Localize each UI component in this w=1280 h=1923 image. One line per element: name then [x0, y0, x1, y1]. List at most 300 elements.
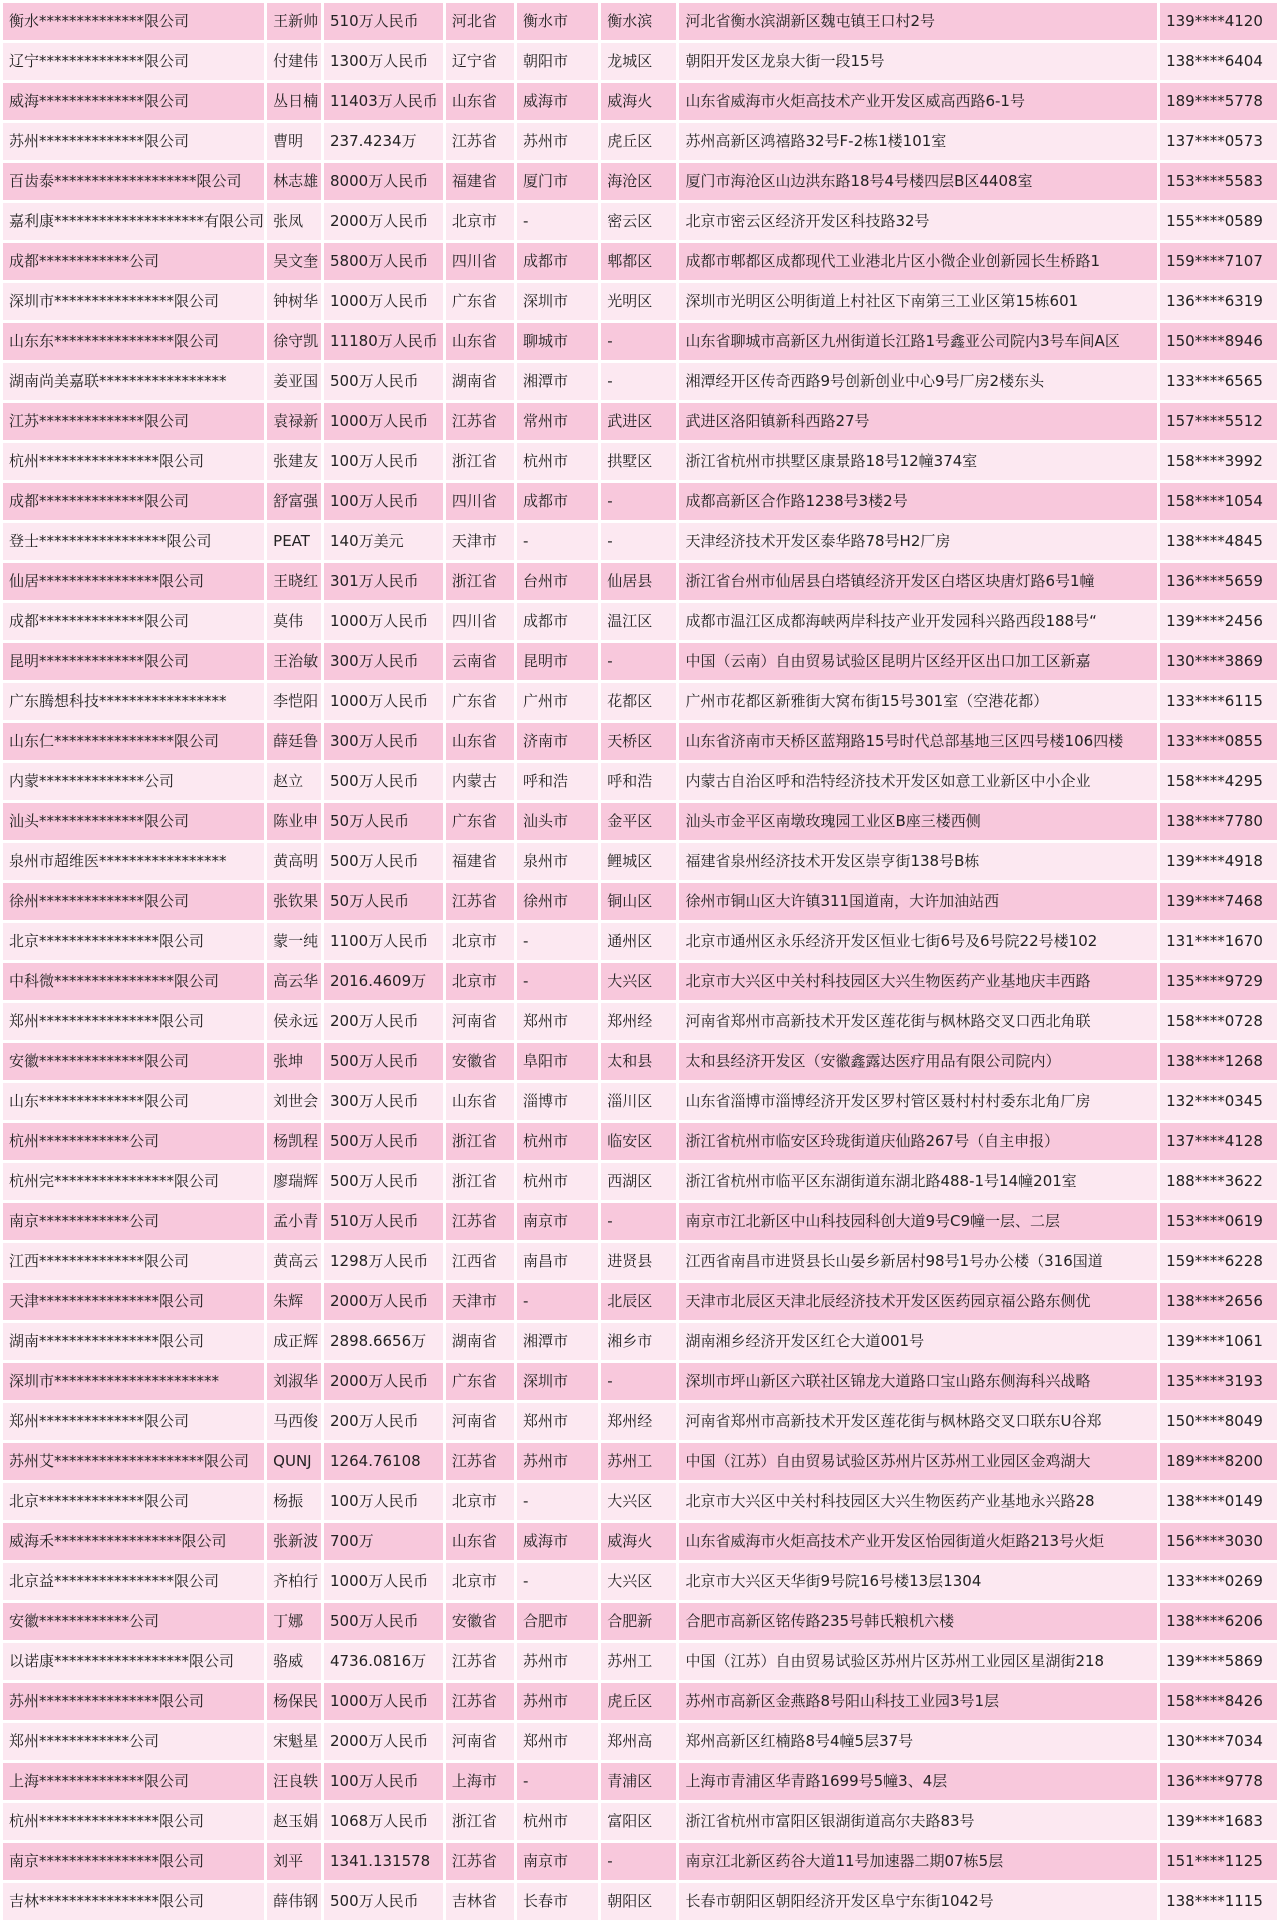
company-name-cell: 北京**************限公司 [3, 1483, 264, 1520]
district-cell: 通州区 [601, 923, 676, 960]
city-cell: 深圳市 [517, 283, 598, 320]
address-cell: 内蒙古自治区呼和浩特经济技术开发区如意工业新区中小企业 [679, 763, 1157, 800]
company-name-cell: 成都************公司 [3, 243, 264, 280]
registered-capital-cell: 11180万人民币 [324, 323, 443, 360]
address-cell: 浙江省杭州市临平区东湖街道东湖北路488-1号14幢201室 [679, 1163, 1157, 1200]
province-cell: 浙江省 [446, 563, 514, 600]
table-row [3, 283, 1277, 320]
company-name-cell: 广东腾想科技***************** [3, 683, 264, 720]
table-row [3, 1323, 1277, 1360]
registered-capital-cell: 500万人民币 [324, 1123, 443, 1160]
registered-capital-cell: 500万人民币 [324, 843, 443, 880]
province-cell: 江西省 [446, 1243, 514, 1280]
address-cell: 山东省聊城市高新区九州街道长江路1号鑫亚公司院内3号车间A区 [679, 323, 1157, 360]
district-cell: - [601, 643, 676, 680]
contact-name-cell: 薛伟钢 [267, 1883, 321, 1920]
phone-cell: 139****5869 [1160, 1643, 1277, 1680]
city-cell: 威海市 [517, 83, 598, 120]
address-cell: 武进区洛阳镇新科西路27号 [679, 403, 1157, 440]
city-cell: 汕头市 [517, 803, 598, 840]
contact-name-cell: 侯永远 [267, 1003, 321, 1040]
district-cell: 临安区 [601, 1123, 676, 1160]
district-cell: 龙城区 [601, 43, 676, 80]
contact-name-cell: 骆威 [267, 1643, 321, 1680]
address-cell: 上海市青浦区华青路1699号5幢3、4层 [679, 1763, 1157, 1800]
phone-cell: 138****7780 [1160, 803, 1277, 840]
phone-cell: 153****5583 [1160, 163, 1277, 200]
company-name-cell: 郑州****************限公司 [3, 1003, 264, 1040]
district-cell: 海沧区 [601, 163, 676, 200]
province-cell: 湖南省 [446, 363, 514, 400]
phone-cell: 159****7107 [1160, 243, 1277, 280]
table-row [3, 523, 1277, 560]
phone-cell: 133****0855 [1160, 723, 1277, 760]
phone-cell: 188****3622 [1160, 1163, 1277, 1200]
district-cell: 呼和浩 [601, 763, 676, 800]
company-name-cell: 汕头**************限公司 [3, 803, 264, 840]
district-cell: 威海火 [601, 83, 676, 120]
registered-capital-cell: 140万美元 [324, 523, 443, 560]
contact-name-cell: 吴文奎 [267, 243, 321, 280]
table-row [3, 203, 1277, 240]
phone-cell: 139****1061 [1160, 1323, 1277, 1360]
district-cell: - [601, 1843, 676, 1880]
phone-cell: 151****1125 [1160, 1843, 1277, 1880]
phone-cell: 155****0589 [1160, 203, 1277, 240]
province-cell: 云南省 [446, 643, 514, 680]
province-cell: 北京市 [446, 1483, 514, 1520]
company-name-cell: 郑州************公司 [3, 1723, 264, 1760]
phone-cell: 158****3992 [1160, 443, 1277, 480]
registered-capital-cell: 1068万人民币 [324, 1803, 443, 1840]
registered-capital-cell: 500万人民币 [324, 1603, 443, 1640]
address-cell: 天津经济技术开发区泰华路78号H2厂房 [679, 523, 1157, 560]
province-cell: 北京市 [446, 923, 514, 960]
district-cell: 富阳区 [601, 1803, 676, 1840]
company-name-cell: 深圳市****************限公司 [3, 283, 264, 320]
district-cell: 虎丘区 [601, 1683, 676, 1720]
contact-name-cell: 林志雄 [267, 163, 321, 200]
table-row [3, 1443, 1277, 1480]
registered-capital-cell: 2000万人民币 [324, 203, 443, 240]
contact-name-cell: 王晓红 [267, 563, 321, 600]
city-cell: 聊城市 [517, 323, 598, 360]
contact-name-cell: 马西俊 [267, 1403, 321, 1440]
address-cell: 山东省济南市天桥区蓝翔路15号时代总部基地三区四号楼106四楼 [679, 723, 1157, 760]
city-cell: - [517, 923, 598, 960]
province-cell: 安徽省 [446, 1603, 514, 1640]
registered-capital-cell: 2016.4609万 [324, 963, 443, 1000]
registered-capital-cell: 237.4234万 [324, 123, 443, 160]
registered-capital-cell: 301万人民币 [324, 563, 443, 600]
district-cell: 威海火 [601, 1523, 676, 1560]
city-cell: 呼和浩 [517, 763, 598, 800]
registered-capital-cell: 2898.6656万 [324, 1323, 443, 1360]
phone-cell: 136****5659 [1160, 563, 1277, 600]
table-row [3, 163, 1277, 200]
registered-capital-cell: 100万人民币 [324, 483, 443, 520]
registered-capital-cell: 100万人民币 [324, 1763, 443, 1800]
province-cell: 浙江省 [446, 1123, 514, 1160]
company-name-cell: 湖南****************限公司 [3, 1323, 264, 1360]
table-row [3, 1523, 1277, 1560]
province-cell: 广东省 [446, 683, 514, 720]
registered-capital-cell: 1300万人民币 [324, 43, 443, 80]
phone-cell: 158****4295 [1160, 763, 1277, 800]
registered-capital-cell: 500万人民币 [324, 1043, 443, 1080]
contact-name-cell: 丁娜 [267, 1603, 321, 1640]
city-cell: 郑州市 [517, 1403, 598, 1440]
province-cell: 江苏省 [446, 1443, 514, 1480]
address-cell: 中国（江苏）自由贸易试验区苏州片区苏州工业园区星湖街218 [679, 1643, 1157, 1680]
city-cell: 常州市 [517, 403, 598, 440]
registered-capital-cell: 200万人民币 [324, 1003, 443, 1040]
address-cell: 深圳市光明区公明街道上村社区下南第三工业区第15栋601 [679, 283, 1157, 320]
company-name-cell: 杭州************公司 [3, 1123, 264, 1160]
table-row [3, 1363, 1277, 1400]
city-cell: 衡水市 [517, 3, 598, 40]
province-cell: 山东省 [446, 723, 514, 760]
province-cell: 四川省 [446, 603, 514, 640]
phone-cell: 138****1268 [1160, 1043, 1277, 1080]
company-name-cell: 山东仁****************限公司 [3, 723, 264, 760]
district-cell: 太和县 [601, 1043, 676, 1080]
province-cell: 江苏省 [446, 403, 514, 440]
address-cell: 朝阳开发区龙泉大街一段15号 [679, 43, 1157, 80]
phone-cell: 135****3193 [1160, 1363, 1277, 1400]
contact-name-cell: 曹明 [267, 123, 321, 160]
district-cell: 郑州经 [601, 1403, 676, 1440]
company-name-cell: 威海禾*****************限公司 [3, 1523, 264, 1560]
registered-capital-cell: 50万人民币 [324, 883, 443, 920]
contact-name-cell: 杨凯程 [267, 1123, 321, 1160]
table-row [3, 1163, 1277, 1200]
province-cell: 上海市 [446, 1763, 514, 1800]
province-cell: 内蒙古 [446, 763, 514, 800]
phone-cell: 138****6206 [1160, 1603, 1277, 1640]
address-cell: 浙江省杭州市拱墅区康景路18号12幢374室 [679, 443, 1157, 480]
phone-cell: 138****6404 [1160, 43, 1277, 80]
province-cell: 浙江省 [446, 443, 514, 480]
company-name-cell: 湖南尚美嘉联***************** [3, 363, 264, 400]
table-row [3, 1883, 1277, 1920]
table-row [3, 1803, 1277, 1840]
contact-name-cell: 刘平 [267, 1843, 321, 1880]
company-name-cell: 江苏**************限公司 [3, 403, 264, 440]
table-row [3, 643, 1277, 680]
address-cell: 北京市大兴区天华街9号院16号楼13层1304 [679, 1563, 1157, 1600]
contact-name-cell: 姜亚国 [267, 363, 321, 400]
city-cell: 湘潭市 [517, 363, 598, 400]
company-name-cell: 北京****************限公司 [3, 923, 264, 960]
table-row [3, 723, 1277, 760]
company-name-cell: 辽宁**************限公司 [3, 43, 264, 80]
registered-capital-cell: 1000万人民币 [324, 683, 443, 720]
phone-cell: 139****1683 [1160, 1803, 1277, 1840]
address-cell: 江西省南昌市进贤县长山晏乡新居村98号1号办公楼（316国道 [679, 1243, 1157, 1280]
registered-capital-cell: 1000万人民币 [324, 1563, 443, 1600]
district-cell: 郫都区 [601, 243, 676, 280]
address-cell: 南京市江北新区中山科技园科创大道9号C9幢一层、二层 [679, 1203, 1157, 1240]
city-cell: 苏州市 [517, 1643, 598, 1680]
province-cell: 福建省 [446, 163, 514, 200]
province-cell: 浙江省 [446, 1803, 514, 1840]
registered-capital-cell: 300万人民币 [324, 723, 443, 760]
city-cell: - [517, 1483, 598, 1520]
address-cell: 成都市温江区成都海峡两岸科技产业开发园科兴路西段188号“ [679, 603, 1157, 640]
district-cell: 温江区 [601, 603, 676, 640]
contact-name-cell: PEAT [267, 523, 321, 560]
province-cell: 山东省 [446, 323, 514, 360]
address-cell: 北京市大兴区中关村科技园区大兴生物医药产业基地庆丰西路 [679, 963, 1157, 1000]
address-cell: 深圳市坪山新区六联社区锦龙大道路口宝山路东侧海科兴战略 [679, 1363, 1157, 1400]
district-cell: 大兴区 [601, 963, 676, 1000]
province-cell: 江苏省 [446, 883, 514, 920]
district-cell: 虎丘区 [601, 123, 676, 160]
table-row [3, 1563, 1277, 1600]
address-cell: 中国（江苏）自由贸易试验区苏州片区苏州工业园区金鸡湖大 [679, 1443, 1157, 1480]
phone-cell: 137****0573 [1160, 123, 1277, 160]
company-name-cell: 江西**************限公司 [3, 1243, 264, 1280]
city-cell: 徐州市 [517, 883, 598, 920]
province-cell: 四川省 [446, 243, 514, 280]
address-cell: 郑州高新区红楠路8号4幢5层37号 [679, 1723, 1157, 1760]
table-row [3, 483, 1277, 520]
city-cell: - [517, 1563, 598, 1600]
registered-capital-cell: 500万人民币 [324, 763, 443, 800]
district-cell: 北辰区 [601, 1283, 676, 1320]
company-name-cell: 安徽**************限公司 [3, 1043, 264, 1080]
district-cell: - [601, 523, 676, 560]
registered-capital-cell: 2000万人民币 [324, 1283, 443, 1320]
province-cell: 安徽省 [446, 1043, 514, 1080]
company-name-cell: 百齿泰*******************限公司 [3, 163, 264, 200]
province-cell: 山东省 [446, 1523, 514, 1560]
city-cell: 杭州市 [517, 1163, 598, 1200]
contact-name-cell: 张建友 [267, 443, 321, 480]
phone-cell: 139****2456 [1160, 603, 1277, 640]
address-cell: 浙江省杭州市临安区玲珑街道庆仙路267号（自主申报） [679, 1123, 1157, 1160]
contact-name-cell: 丛日楠 [267, 83, 321, 120]
district-cell: 鲤城区 [601, 843, 676, 880]
company-name-cell: 天津****************限公司 [3, 1283, 264, 1320]
phone-cell: 139****4918 [1160, 843, 1277, 880]
district-cell: 苏州工 [601, 1643, 676, 1680]
company-name-cell: 仙居****************限公司 [3, 563, 264, 600]
district-cell: 拱墅区 [601, 443, 676, 480]
city-cell: 苏州市 [517, 123, 598, 160]
contact-name-cell: 朱辉 [267, 1283, 321, 1320]
address-cell: 成都市郫都区成都现代工业港北片区小微企业创新园长生桥路1 [679, 243, 1157, 280]
province-cell: 广东省 [446, 803, 514, 840]
province-cell: 河南省 [446, 1723, 514, 1760]
phone-cell: 136****6319 [1160, 283, 1277, 320]
company-name-cell: 以诺康******************限公司 [3, 1643, 264, 1680]
phone-cell: 138****1115 [1160, 1883, 1277, 1920]
province-cell: 山东省 [446, 83, 514, 120]
city-cell: 长春市 [517, 1883, 598, 1920]
registered-capital-cell: 500万人民币 [324, 1883, 443, 1920]
address-cell: 太和县经济开发区（安徽鑫露达医疗用品有限公司院内） [679, 1043, 1157, 1080]
company-name-cell: 南京************公司 [3, 1203, 264, 1240]
registered-capital-cell: 510万人民币 [324, 3, 443, 40]
address-cell: 徐州市铜山区大许镇311国道南，大许加油站西 [679, 883, 1157, 920]
registered-capital-cell: 510万人民币 [324, 1203, 443, 1240]
phone-cell: 135****9729 [1160, 963, 1277, 1000]
company-name-cell: 泉州市超维医***************** [3, 843, 264, 880]
city-cell: 南京市 [517, 1843, 598, 1880]
table-row [3, 1403, 1277, 1440]
table-row [3, 683, 1277, 720]
province-cell: 湖南省 [446, 1323, 514, 1360]
contact-name-cell: 袁禄新 [267, 403, 321, 440]
contact-name-cell: 黄高云 [267, 1243, 321, 1280]
table-row [3, 1763, 1277, 1800]
table-row [3, 843, 1277, 880]
address-cell: 苏州市高新区金燕路8号阳山科技工业园3号1层 [679, 1683, 1157, 1720]
registered-capital-cell: 1100万人民币 [324, 923, 443, 960]
table-row [3, 803, 1277, 840]
table-row [3, 123, 1277, 160]
city-cell: 台州市 [517, 563, 598, 600]
company-name-cell: 安徽************公司 [3, 1603, 264, 1640]
city-cell: 朝阳市 [517, 43, 598, 80]
phone-cell: 138****2656 [1160, 1283, 1277, 1320]
registered-capital-cell: 11403万人民币 [324, 83, 443, 120]
table-row [3, 923, 1277, 960]
city-cell: 湘潭市 [517, 1323, 598, 1360]
city-cell: 厦门市 [517, 163, 598, 200]
district-cell: 天桥区 [601, 723, 676, 760]
city-cell: 合肥市 [517, 1603, 598, 1640]
company-name-cell: 登士*****************限公司 [3, 523, 264, 560]
registered-capital-cell: 100万人民币 [324, 443, 443, 480]
registered-capital-cell: 200万人民币 [324, 1403, 443, 1440]
contact-name-cell: 张新波 [267, 1523, 321, 1560]
address-cell: 长春市朝阳区朝阳经济开发区阜宁东街1042号 [679, 1883, 1157, 1920]
phone-cell: 137****4128 [1160, 1123, 1277, 1160]
phone-cell: 130****3869 [1160, 643, 1277, 680]
address-cell: 河北省衡水滨湖新区魏屯镇王口村2号 [679, 3, 1157, 40]
table-row [3, 963, 1277, 1000]
district-cell: 进贤县 [601, 1243, 676, 1280]
address-cell: 湖南湘乡经济开发区红仑大道001号 [679, 1323, 1157, 1360]
contact-name-cell: 汪良轶 [267, 1763, 321, 1800]
province-cell: 四川省 [446, 483, 514, 520]
phone-cell: 139****7468 [1160, 883, 1277, 920]
registered-capital-cell: 300万人民币 [324, 643, 443, 680]
city-cell: 郑州市 [517, 1723, 598, 1760]
province-cell: 吉林省 [446, 1883, 514, 1920]
table-row [3, 1643, 1277, 1680]
phone-cell: 159****6228 [1160, 1243, 1277, 1280]
contact-name-cell: 钟树华 [267, 283, 321, 320]
registered-capital-cell: 1000万人民币 [324, 403, 443, 440]
address-cell: 北京市通州区永乐经济开发区恒业七街6号及6号院22号楼102 [679, 923, 1157, 960]
address-cell: 湘潭经开区传奇西路9号创新创业中心9号厂房2楼东头 [679, 363, 1157, 400]
district-cell: 湘乡市 [601, 1323, 676, 1360]
address-cell: 山东省威海市火炬高技术产业开发区威高西路6-1号 [679, 83, 1157, 120]
contact-name-cell: 张坤 [267, 1043, 321, 1080]
contact-name-cell: 莫伟 [267, 603, 321, 640]
phone-cell: 153****0619 [1160, 1203, 1277, 1240]
phone-cell: 136****9778 [1160, 1763, 1277, 1800]
contact-name-cell: 赵玉娟 [267, 1803, 321, 1840]
address-cell: 厦门市海沧区山边洪东路18号4号楼四层B区4408室 [679, 163, 1157, 200]
table-row [3, 43, 1277, 80]
district-cell: 合肥新 [601, 1603, 676, 1640]
district-cell: - [601, 323, 676, 360]
district-cell: - [601, 363, 676, 400]
city-cell: 苏州市 [517, 1443, 598, 1480]
registered-capital-cell: 700万 [324, 1523, 443, 1560]
district-cell: 西湖区 [601, 1163, 676, 1200]
contact-name-cell: 王治敏 [267, 643, 321, 680]
table-row [3, 363, 1277, 400]
table-row [3, 883, 1277, 920]
company-name-cell: 杭州****************限公司 [3, 1803, 264, 1840]
city-cell: 苏州市 [517, 1683, 598, 1720]
province-cell: 天津市 [446, 1283, 514, 1320]
address-cell: 浙江省台州市仙居县白塔镇经济开发区白塔区块唐灯路6号1幢 [679, 563, 1157, 600]
contact-name-cell: 张凤 [267, 203, 321, 240]
registered-capital-cell: 1298万人民币 [324, 1243, 443, 1280]
address-cell: 河南省郑州市高新技术开发区莲花街与枫林路交叉口西北角联 [679, 1003, 1157, 1040]
province-cell: 江苏省 [446, 1843, 514, 1880]
contact-name-cell: QUNJ [267, 1443, 321, 1480]
district-cell: - [601, 1203, 676, 1240]
district-cell: - [601, 483, 676, 520]
district-cell: 苏州工 [601, 1443, 676, 1480]
city-cell: 南昌市 [517, 1243, 598, 1280]
city-cell: - [517, 1283, 598, 1320]
city-cell: 南京市 [517, 1203, 598, 1240]
table-row [3, 1723, 1277, 1760]
company-name-cell: 山东**************限公司 [3, 1083, 264, 1120]
province-cell: 江苏省 [446, 123, 514, 160]
district-cell: - [601, 1363, 676, 1400]
district-cell: 铜山区 [601, 883, 676, 920]
phone-cell: 133****6565 [1160, 363, 1277, 400]
company-name-cell: 北京益****************限公司 [3, 1563, 264, 1600]
province-cell: 江苏省 [446, 1203, 514, 1240]
district-cell: 朝阳区 [601, 1883, 676, 1920]
district-cell: 淄川区 [601, 1083, 676, 1120]
contact-name-cell: 陈业申 [267, 803, 321, 840]
province-cell: 北京市 [446, 963, 514, 1000]
address-cell: 广州市花都区新雅街大窝布街15号301室（空港花都） [679, 683, 1157, 720]
district-cell: 仙居县 [601, 563, 676, 600]
company-name-cell: 内蒙**************公司 [3, 763, 264, 800]
contact-name-cell: 舒富强 [267, 483, 321, 520]
province-cell: 天津市 [446, 523, 514, 560]
city-cell: 郑州市 [517, 1003, 598, 1040]
city-cell: 昆明市 [517, 643, 598, 680]
registered-capital-cell: 2000万人民币 [324, 1363, 443, 1400]
contact-name-cell: 蒙一纯 [267, 923, 321, 960]
province-cell: 福建省 [446, 843, 514, 880]
district-cell: 光明区 [601, 283, 676, 320]
phone-cell: 133****0269 [1160, 1563, 1277, 1600]
city-cell: 成都市 [517, 483, 598, 520]
contact-name-cell: 付建伟 [267, 43, 321, 80]
contact-name-cell: 齐柏行 [267, 1563, 321, 1600]
company-name-cell: 杭州完****************限公司 [3, 1163, 264, 1200]
province-cell: 辽宁省 [446, 43, 514, 80]
company-table-body [3, 3, 1277, 1920]
registered-capital-cell: 1000万人民币 [324, 1683, 443, 1720]
contact-name-cell: 王新帅 [267, 3, 321, 40]
